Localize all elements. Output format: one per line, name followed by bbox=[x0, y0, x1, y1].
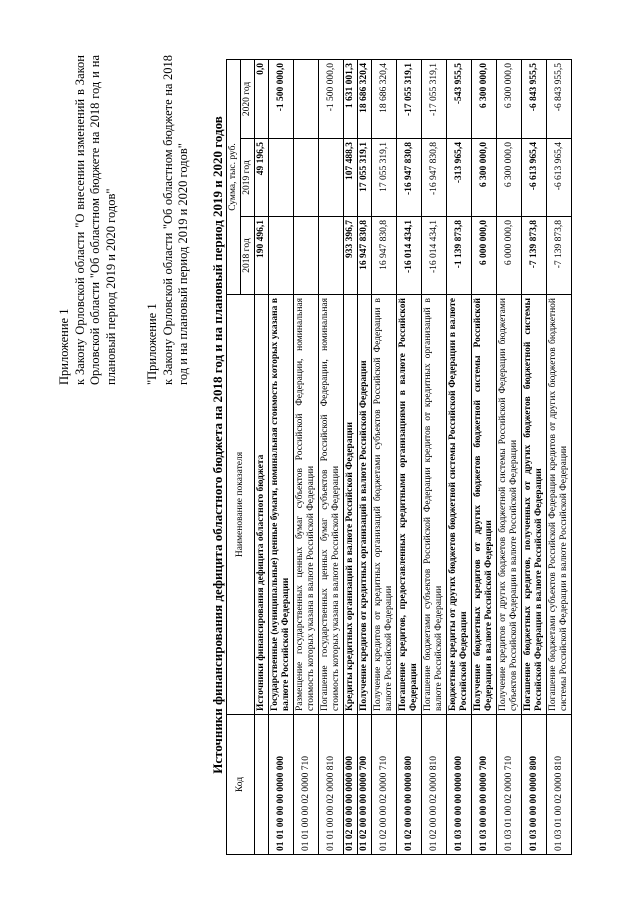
table-row bbox=[269, 59, 294, 854]
header-2020: 2020 год bbox=[241, 59, 255, 138]
appendix-caption-text: к Закону Орловской области "О внесении изменений в Закон Орловской области "Об областном бюджете на 2018 год и на плановый период 2019 и 2020 годов" bbox=[72, 55, 118, 385]
row-value-2020: -6 843 955,5 bbox=[547, 59, 572, 138]
row-name: Государственные (муниципальные) ценные бумаги, номинальная стоимость которых указана в валюте Российской Федерации bbox=[269, 295, 294, 715]
row-value-2019 bbox=[294, 139, 319, 217]
appendix-caption-original bbox=[145, 55, 192, 385]
row-value-2019: 49 196,5 bbox=[255, 139, 269, 217]
row-name: Погашение бюджетами субъектов Российской Федерации кредитов от кредитных организаций в валюте Российской Федерации bbox=[422, 295, 447, 715]
row-value-2020: -6 843 955,5 bbox=[522, 59, 547, 138]
row-code: 01 02 00 00 00 0000 800 bbox=[397, 715, 422, 855]
row-value-2019 bbox=[269, 139, 294, 217]
row-name: Бюджетные кредиты от других бюджетов бюджетной системы Российской Федерации в валюте Российской Федерации bbox=[447, 295, 472, 715]
row-value-2018 bbox=[319, 217, 344, 295]
header-name: Наименование показателя bbox=[227, 295, 255, 715]
row-value-2018: 933 396,7 bbox=[344, 217, 358, 295]
row-value-2018: -7 139 873,8 bbox=[522, 217, 547, 295]
row-name: Погашение кредитов, предоставленных кредитными организациями в валюте Российской Федерации bbox=[397, 295, 422, 715]
table-row bbox=[447, 59, 472, 854]
row-name: Погашение бюджетами субъектов Российской Федерации кредитов от других бюджетов бюджетной системы Российской Федерации в валюте Российской Федерации bbox=[547, 295, 572, 715]
row-value-2020: 6 300 000,0 bbox=[472, 59, 497, 138]
row-code: 01 03 01 00 02 0000 810 bbox=[547, 715, 572, 855]
table-row bbox=[397, 59, 422, 854]
row-code: 01 01 00 00 02 0000 810 bbox=[319, 715, 344, 855]
row-value-2019 bbox=[319, 139, 344, 217]
budget-deficit-table bbox=[226, 59, 572, 855]
row-value-2020: 18 686 320,4 bbox=[358, 59, 372, 138]
row-value-2019: -16 947 830,8 bbox=[397, 139, 422, 217]
row-code: 01 02 00 00 00 0000 700 bbox=[358, 715, 372, 855]
header-2018: 2018 год bbox=[241, 217, 255, 295]
row-name: Получение кредитов от других бюджетов бюджетной системы Российской Федерации бюджетами субъектов Российской Федерации в валюте Российской Федерации bbox=[497, 295, 522, 715]
table-header-row bbox=[227, 59, 241, 854]
row-value-2019: 6 300 000,0 bbox=[472, 139, 497, 217]
row-code: 01 03 00 00 00 0000 000 bbox=[447, 715, 472, 855]
row-value-2020: 6 300 000,0 bbox=[497, 59, 522, 138]
row-code: 01 02 00 00 02 0000 710 bbox=[372, 715, 397, 855]
row-value-2019: -313 965,4 bbox=[447, 139, 472, 217]
row-value-2020: 1 631 001,3 bbox=[344, 59, 358, 138]
row-name: Погашение бюджетных кредитов, полученных от других бюджетов бюджетной системы Российской Федерации в валюте Российской Федерации bbox=[522, 295, 547, 715]
row-name: Погашение государственных ценных бумаг субъектов Российской Федерации, номинальная стоимость которых указана в валюте Российской Федерации bbox=[319, 295, 344, 715]
row-code: 01 01 00 00 02 0000 710 bbox=[294, 715, 319, 855]
row-value-2020: -17 055 319,1 bbox=[422, 59, 447, 138]
row-value-2019: 6 300 000,0 bbox=[497, 139, 522, 217]
row-value-2019: -16 947 830,8 bbox=[422, 139, 447, 217]
header-code: Код bbox=[227, 715, 255, 855]
row-value-2020: -1 500 000,0 bbox=[269, 59, 294, 138]
row-value-2020: -543 955,5 bbox=[447, 59, 472, 138]
row-value-2018: 6 000 000,0 bbox=[472, 217, 497, 295]
row-name: Источники финансирования дефицита областного бюджета bbox=[255, 295, 269, 715]
row-value-2020: 0,0 bbox=[255, 59, 269, 138]
table-row bbox=[547, 59, 572, 854]
table-row bbox=[472, 59, 497, 854]
row-name: Получение кредитов от кредитных организаций в валюте Российской Федерации bbox=[358, 295, 372, 715]
row-value-2018 bbox=[294, 217, 319, 295]
row-code: 01 03 01 00 02 0000 710 bbox=[497, 715, 522, 855]
row-name: Кредиты кредитных организаций в валюте Российской Федерации bbox=[344, 295, 358, 715]
row-value-2020: -1 500 000,0 bbox=[319, 59, 344, 138]
row-code: 01 03 00 00 00 0000 800 bbox=[522, 715, 547, 855]
appendix-caption-new bbox=[57, 55, 119, 385]
table-row bbox=[422, 59, 447, 854]
row-value-2018: -1 139 873,8 bbox=[447, 217, 472, 295]
row-value-2018: 6 000 000,0 bbox=[497, 217, 522, 295]
table-row bbox=[319, 59, 344, 854]
row-code: 01 01 00 00 00 0000 000 bbox=[269, 715, 294, 855]
document-title: Источники финансирования дефицита областного бюджета на 2018 год и на плановый период 2019 и 2020 годов bbox=[210, 116, 225, 774]
row-value-2020: 18 686 320,4 bbox=[372, 59, 397, 138]
row-code: 01 03 00 00 00 0000 700 bbox=[472, 715, 497, 855]
header-sum: Сумма, тыс. руб. bbox=[227, 59, 241, 294]
row-value-2019: 17 055 319,1 bbox=[358, 139, 372, 217]
appendix-caption-heading: Приложение 1 bbox=[57, 308, 71, 385]
row-value-2018: -7 139 873,8 bbox=[547, 217, 572, 295]
row-name: Получение кредитов от кредитных организаций бюджетами субъектов Российской Федерации в валюте Российской Федерации bbox=[372, 295, 397, 715]
row-value-2018: 16 947 830,8 bbox=[372, 217, 397, 295]
row-value-2020: -17 055 319,1 bbox=[397, 59, 422, 138]
table-row bbox=[522, 59, 547, 854]
row-value-2019: 17 055 319,1 bbox=[372, 139, 397, 217]
row-code: 01 02 00 00 00 0000 000 bbox=[344, 715, 358, 855]
row-code: 01 02 00 00 02 0000 810 bbox=[422, 715, 447, 855]
row-value-2018: 16 947 830,8 bbox=[358, 217, 372, 295]
row-value-2018: 190 496,1 bbox=[255, 217, 269, 295]
row-code bbox=[255, 715, 269, 855]
table-row bbox=[358, 59, 372, 854]
appendix-caption-heading: "Приложение 1 bbox=[145, 303, 159, 385]
table-row bbox=[255, 59, 269, 854]
row-value-2018 bbox=[269, 217, 294, 295]
table-row bbox=[497, 59, 522, 854]
table-row bbox=[294, 59, 319, 854]
table-row bbox=[344, 59, 358, 854]
row-value-2019: -6 613 965,4 bbox=[522, 139, 547, 217]
appendix-caption-text: к Закону Орловской области "Об областном бюджете на 2018 год и на плановый период 2019 и 2020 годов" bbox=[160, 55, 190, 385]
row-value-2018: -16 014 434,1 bbox=[397, 217, 422, 295]
row-name: Размещение государственных ценных бумаг субъектов Российской Федерации, номинальная стоимость которых указана в валюте Российской Федерации bbox=[294, 295, 319, 715]
table-row bbox=[372, 59, 397, 854]
row-name: Получение бюджетных кредитов от других бюджетов бюджетной системы Российской Федерации в валюте Российской Федерации bbox=[472, 295, 497, 715]
row-value-2020 bbox=[294, 59, 319, 138]
table-body bbox=[255, 59, 572, 854]
header-2019: 2019 год bbox=[241, 139, 255, 217]
row-value-2019: 107 488,3 bbox=[344, 139, 358, 217]
row-value-2019: -6 613 965,4 bbox=[547, 139, 572, 217]
row-value-2018: -16 014 434,1 bbox=[422, 217, 447, 295]
